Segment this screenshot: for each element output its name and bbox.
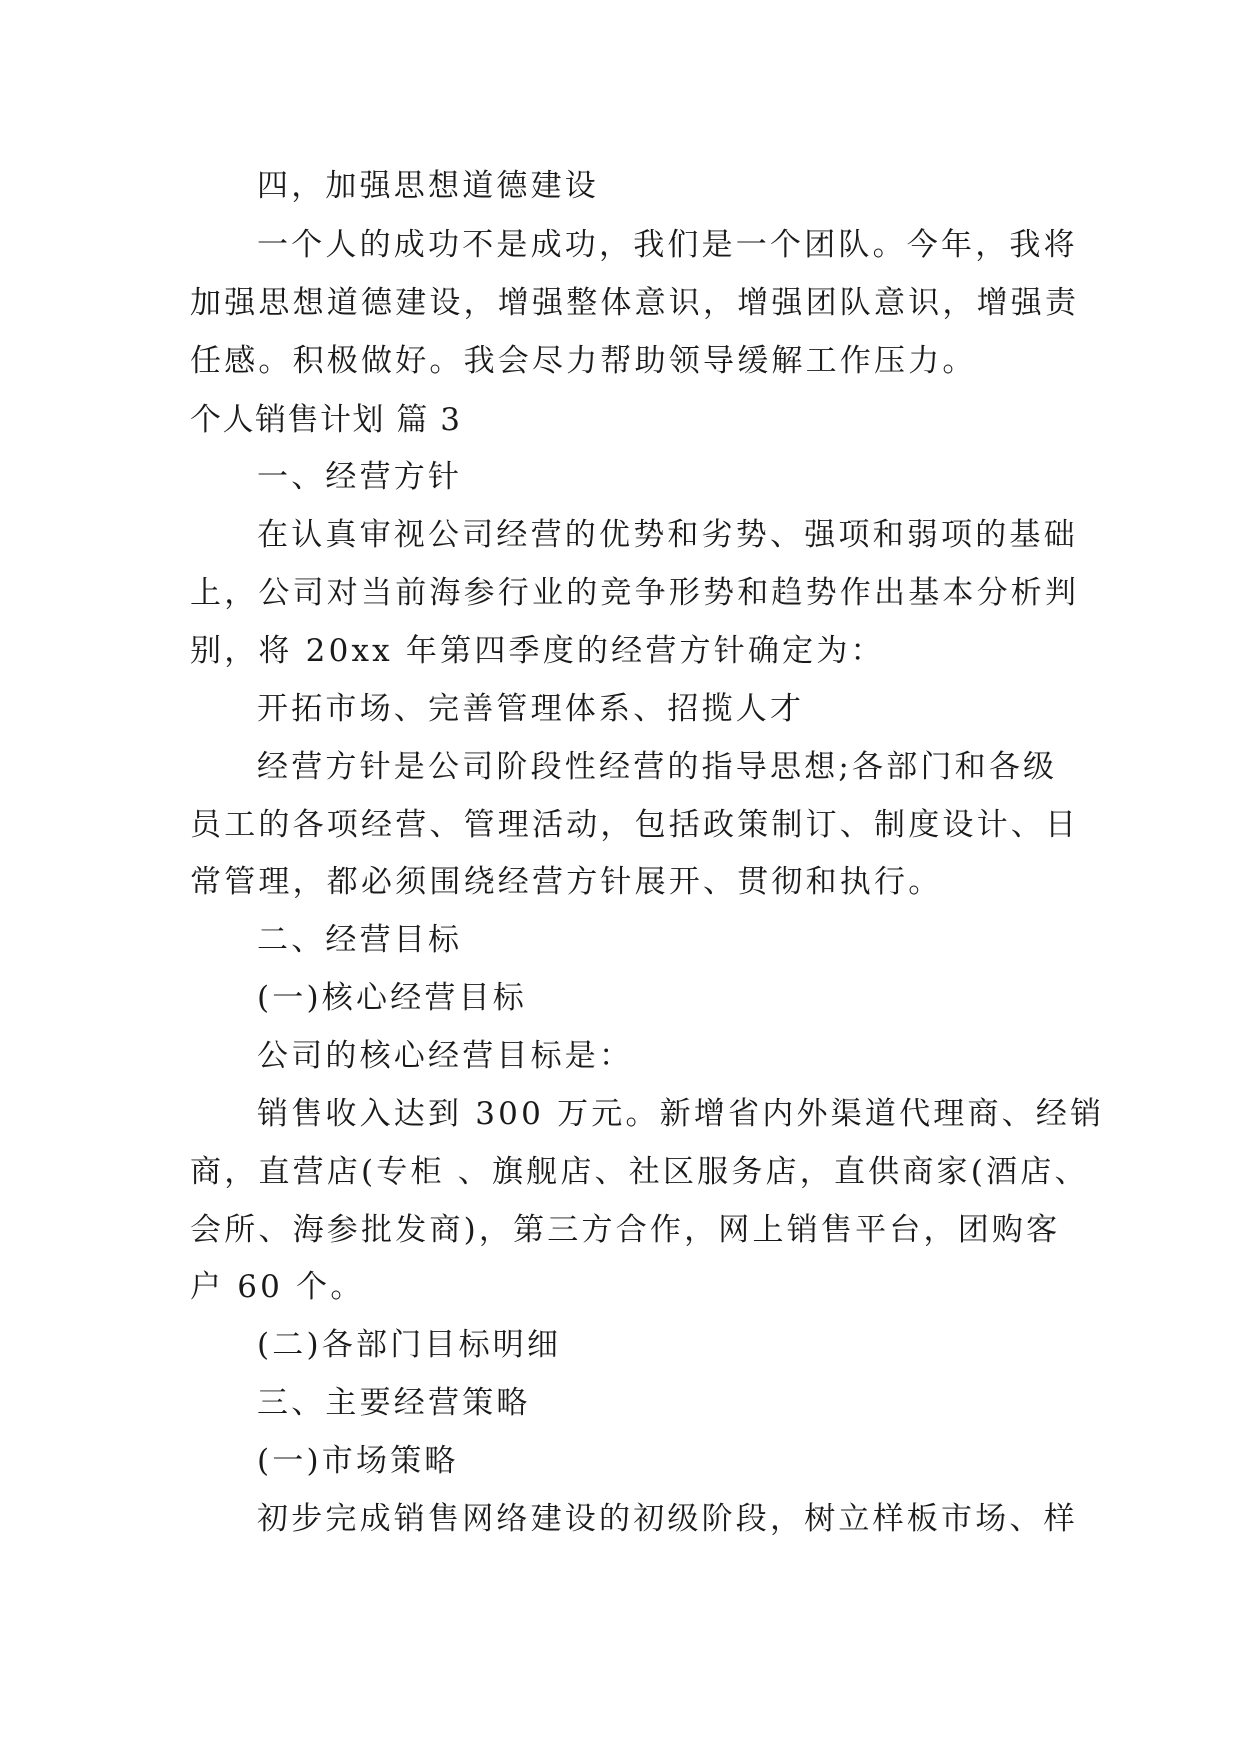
paragraph-line: 初步完成销售网络建设的初级阶段，树立样板市场、样 [257, 1501, 1078, 1537]
article-title: 个人销售计划 篇 3 [190, 402, 462, 438]
section-heading-one: 一、经营方针 [257, 459, 463, 495]
paragraph-line: 经营方针是公司阶段性经营的指导思想;各部门和各级 [257, 749, 1058, 785]
paragraph-line: 商，直营店(专柜 、旗舰店、社区服务店，直供商家(酒店、 [190, 1154, 1089, 1190]
paragraph-line: 销售收入达到 300 万元。新增省内外渠道代理商、经销 [257, 1096, 1105, 1132]
paragraph-line: 常管理，都必须围绕经营方针展开、贯彻和执行。 [190, 864, 943, 900]
paragraph-line: 加强思想道德建设，增强整体意识，增强团队意识，增强责 [190, 285, 1080, 321]
paragraph-line: 别，将 20xx 年第四季度的经营方针确定为： [190, 633, 885, 669]
paragraph-line: 一个人的成功不是成功，我们是一个团队。今年，我将 [257, 227, 1078, 263]
section-heading-three: 三、主要经营策略 [257, 1385, 531, 1421]
section-heading-two: 二、经营目标 [257, 922, 463, 958]
paragraph-line: 上，公司对当前海参行业的竞争形势和趋势作出基本分析判 [190, 575, 1080, 611]
subsection-heading: (一)核心经营目标 [257, 980, 527, 1016]
paragraph-line: 员工的各项经营、管理活动，包括政策制订、制度设计、日 [190, 807, 1080, 843]
subsection-heading: (一)市场策略 [257, 1443, 459, 1479]
paragraph-line: 开拓市场、完善管理体系、招揽人才 [257, 691, 805, 727]
paragraph-line: 在认真审视公司经营的优势和劣势、强项和弱项的基础 [257, 517, 1078, 553]
paragraph-line: 任感。积极做好。我会尽力帮助领导缓解工作压力。 [190, 343, 977, 379]
paragraph-line: 会所、海参批发商)，第三方合作，网上销售平台，团购客 [190, 1212, 1061, 1248]
paragraph-line: 户 60 个。 [190, 1269, 365, 1305]
paragraph-line: 公司的核心经营目标是： [257, 1038, 634, 1074]
section-heading-four: 四，加强思想道德建设 [257, 168, 599, 204]
subsection-heading: (二)各部门目标明细 [257, 1327, 562, 1363]
